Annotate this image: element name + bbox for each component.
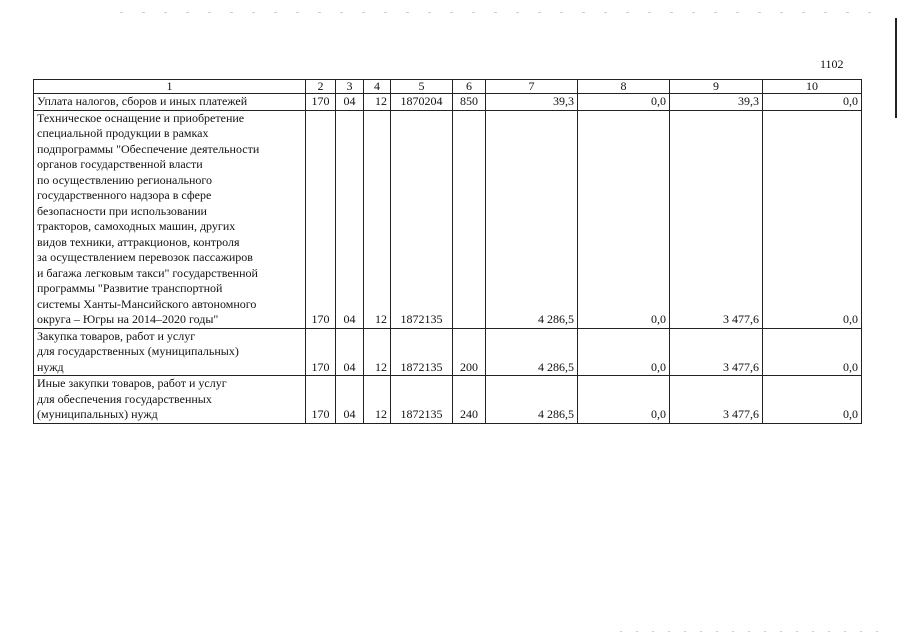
cell-value: 1872135 — [391, 328, 453, 376]
cell-value: 04 — [336, 110, 364, 328]
column-header: 6 — [453, 80, 486, 94]
cell-value: 04 — [336, 94, 364, 111]
cell-value: 4 286,5 — [486, 110, 578, 328]
column-header: 1 — [34, 80, 306, 94]
cell-value: 04 — [336, 328, 364, 376]
cell-value: 0,0 — [763, 328, 862, 376]
cell-value: 170 — [306, 376, 336, 424]
column-header: 8 — [578, 80, 670, 94]
column-header: 9 — [670, 80, 763, 94]
cell-value: 12 — [364, 328, 391, 376]
cell-value: 1872135 — [391, 110, 453, 328]
cell-value: 12 — [364, 376, 391, 424]
cell-value: 1872135 — [391, 376, 453, 424]
column-header: 7 — [486, 80, 578, 94]
table-row — [34, 376, 862, 424]
cell-value: 04 — [336, 376, 364, 424]
cell-value — [453, 110, 486, 328]
cell-value: 1870204 — [391, 94, 453, 111]
cell-value: 39,3 — [486, 94, 578, 111]
scan-artifact-top — [120, 12, 890, 13]
header-row — [34, 80, 862, 94]
cell-value: 0,0 — [763, 110, 862, 328]
cell-value: 170 — [306, 110, 336, 328]
budget-table — [33, 79, 862, 424]
table-row — [34, 328, 862, 376]
cell-value: 0,0 — [578, 110, 670, 328]
page-number: 1102 — [820, 57, 844, 71]
cell-value: 3 477,6 — [670, 376, 763, 424]
cell-value: 12 — [364, 110, 391, 328]
cell-value: 0,0 — [763, 376, 862, 424]
cell-value: 0,0 — [763, 94, 862, 111]
column-header: 2 — [306, 80, 336, 94]
cell-value: 4 286,5 — [486, 328, 578, 376]
cell-value: 12 — [364, 94, 391, 111]
cell-value: 850 — [453, 94, 486, 111]
row-name: Иные закупки товаров, работ и услуг для обеспечения государственных (муниципальных) нужд — [34, 376, 306, 424]
row-name: Уплата налогов, сборов и иных платежей — [34, 94, 306, 111]
column-header: 10 — [763, 80, 862, 94]
cell-value: 0,0 — [578, 94, 670, 111]
cell-value: 0,0 — [578, 376, 670, 424]
scan-artifact-bottom — [620, 631, 890, 632]
cell-value: 170 — [306, 328, 336, 376]
cell-value: 240 — [453, 376, 486, 424]
column-header: 3 — [336, 80, 364, 94]
row-name: Техническое оснащение и приобретение специальной продукции в рамках подпрограммы "Обеспечение деятельности органов государственной власти по осуществлению регионального государственного надзора в сфере безопасности при использовании тракторов, самоходных машин, других видов техники, аттракционов, контроля за осуществлением перевозок пассажиров и багажа легковым такси" государственной программы "Развитие транспортной системы Ханты-Мансийского автономного округа – Югры на 2014–2020 годы" — [34, 110, 306, 328]
cell-value: 200 — [453, 328, 486, 376]
column-header: 5 — [391, 80, 453, 94]
row-name: Закупка товаров, работ и услуг для государственных (муниципальных) нужд — [34, 328, 306, 376]
column-header: 4 — [364, 80, 391, 94]
scan-edge-mark — [895, 18, 897, 118]
cell-value: 4 286,5 — [486, 376, 578, 424]
cell-value: 170 — [306, 94, 336, 111]
cell-value: 39,3 — [670, 94, 763, 111]
cell-value: 0,0 — [578, 328, 670, 376]
table-row — [34, 110, 862, 328]
cell-value: 3 477,6 — [670, 328, 763, 376]
cell-value: 3 477,6 — [670, 110, 763, 328]
table-row — [34, 94, 862, 111]
